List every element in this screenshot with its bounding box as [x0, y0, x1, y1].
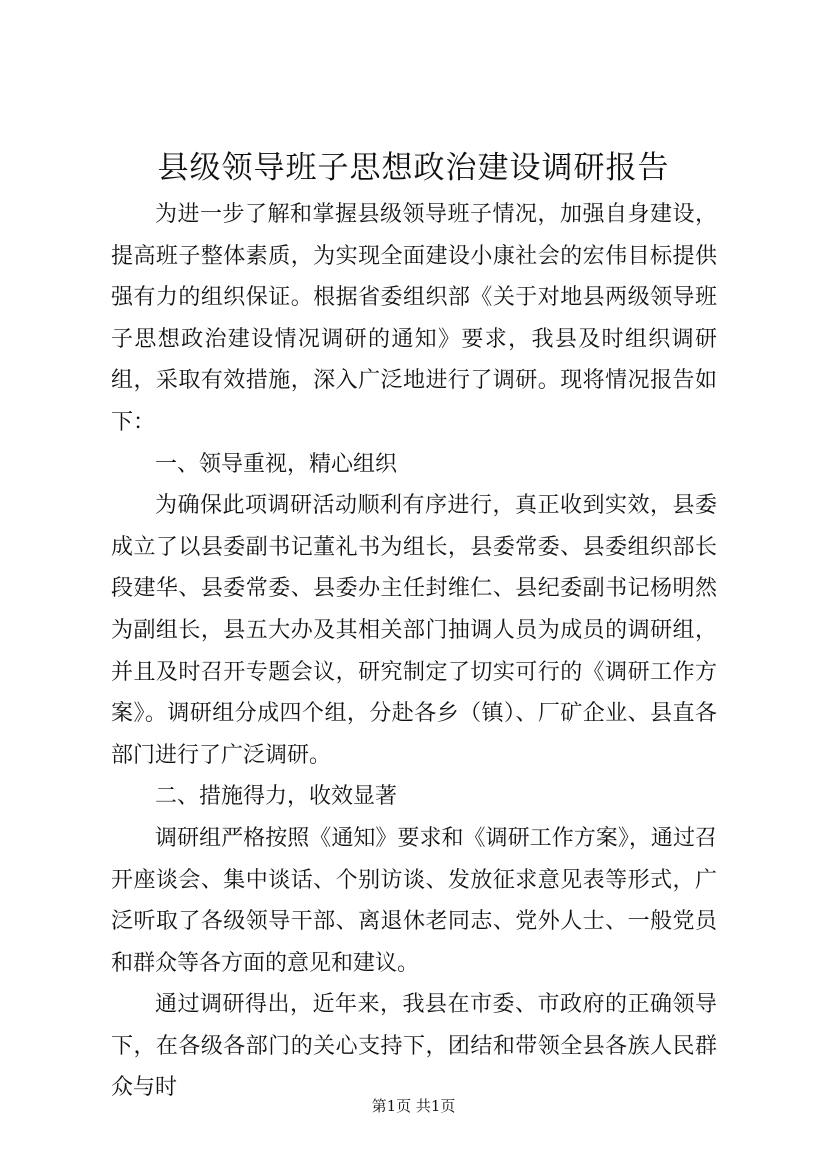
- page-number-footer: 第1页 共1页: [371, 1097, 456, 1115]
- section-heading-2: 二、措施得力，收效显著: [155, 784, 398, 810]
- findings-paragraph: 通过调研得出，近年来，我县在市委、市政府的正确领导下，在各级各部门的关心支持下，团结和带领全县各族人民群众与时: [111, 992, 717, 1101]
- section-2-paragraph: 调研组严格按照《通知》要求和《调研工作方案》，通过召开座谈会、集中谈话、个别访谈、发放征求意见表等形式，广泛听取了各级领导干部、离退休老同志、党外人士、一般党员和群众等各方面的意见和建议。: [111, 825, 717, 976]
- document-body: [111, 194, 717, 1109]
- intro-paragraph: 为进一步了解和掌握县级领导班子情况，加强自身建设，提高班子整体素质，为实现全面建设小康社会的宏伟目标提供强有力的组织保证。根据省委组织部《关于对地县两级领导班子思想政治建设情况调研的通知》要求，我县及时组织调研组，采取有效措施，深入广泛地进行了调研。现将情况报告如下：: [111, 202, 717, 435]
- section-heading-1: 一、领导重视，精心组织: [155, 451, 398, 477]
- section-1-paragraph: 为确保此项调研活动顺利有序进行，真正收到实效，县委成立了以县委副书记董礼书为组长，县委常委、县委组织部长段建华、县委常委、县委办主任封维仁、县纪委副书记杨明然为副组长，县五大办及其相关部门抽调人员为成员的调研组，并且及时召开专题会议，研究制定了切实可行的《调研工作方案》。调研组分成四个组，分赴各乡（镇）、厂矿企业、县直各部门进行了广泛调研。: [111, 493, 717, 768]
- document-title: 县级领导班子思想政治建设调研报告: [157, 150, 670, 186]
